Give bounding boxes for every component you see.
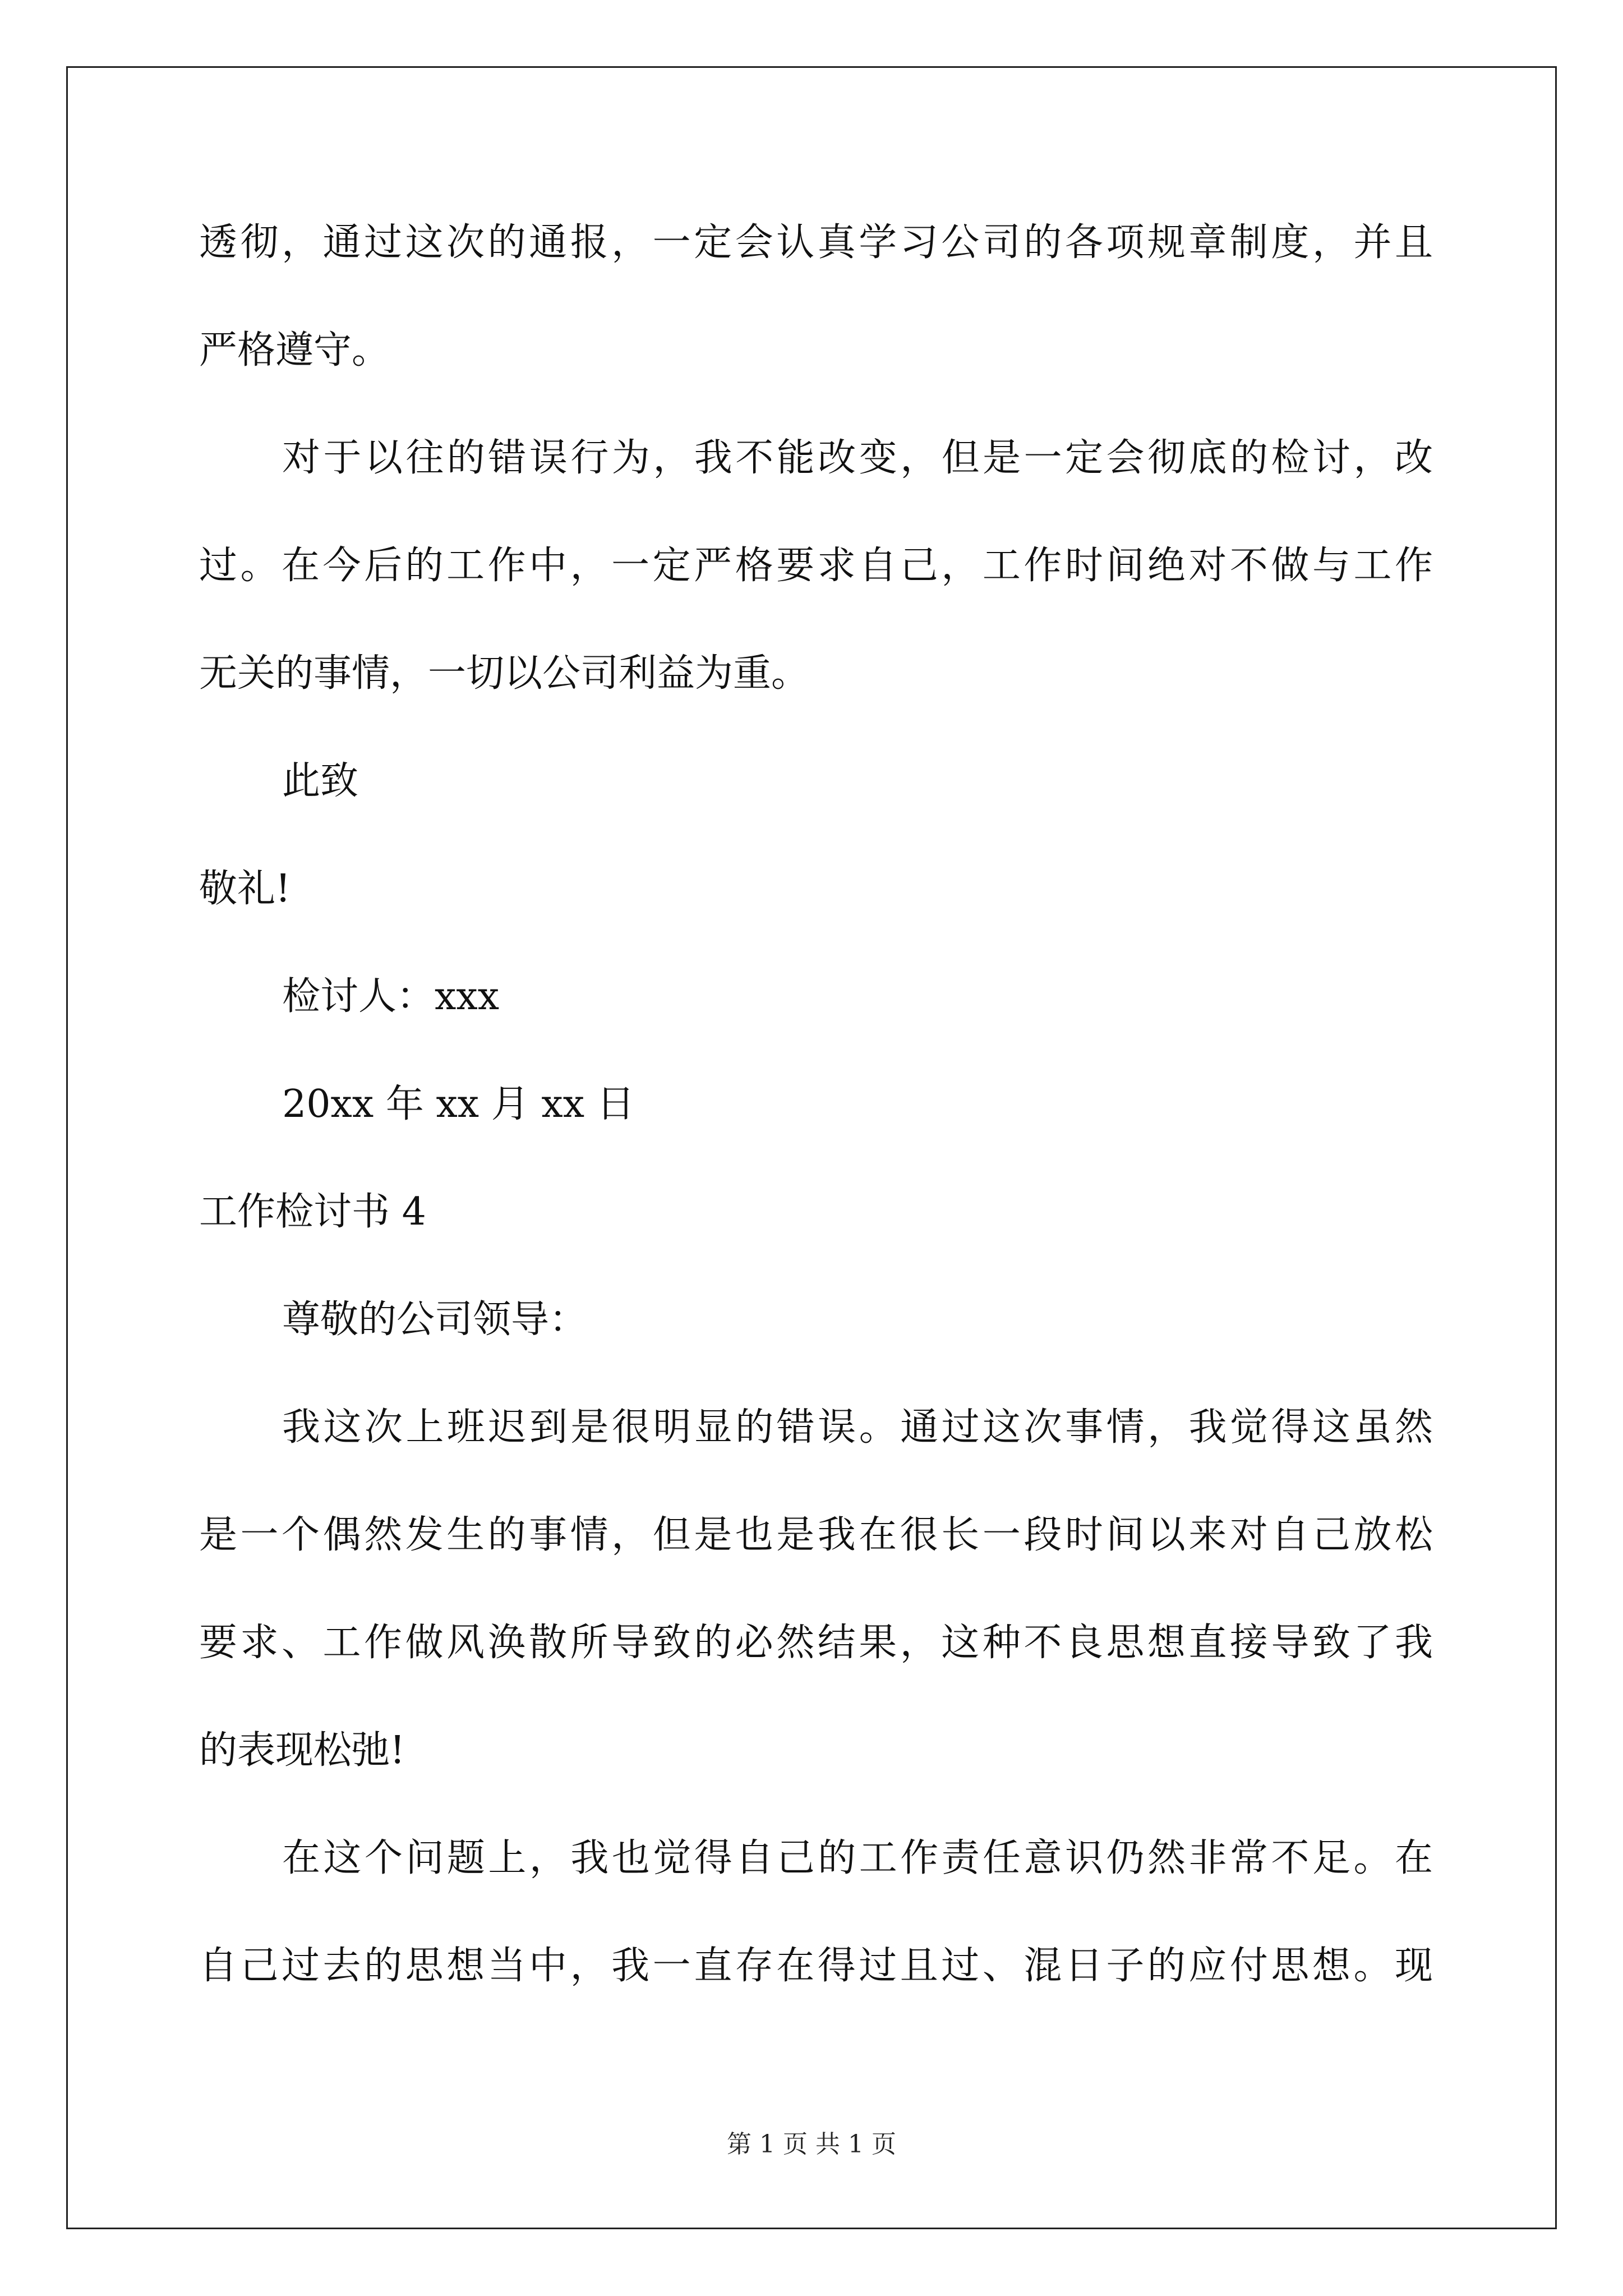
text-line: 自己过去的思想当中，我一直存在得过且过、混日子的应付思想。现 (199, 1944, 1433, 1988)
text-line: 透彻，通过这次的通报，一定会认真学习公司的各项规章制度，并且 (199, 220, 1433, 265)
page-footer: 第 1 页 共 1 页 (727, 2130, 896, 2159)
text-line: 的表现松弛! (199, 1728, 405, 1773)
text-line: 我这次上班迟到是很明显的错误。通过这次事情，我觉得这虽然 (282, 1405, 1433, 1450)
closing-salutation: 此致 (282, 759, 359, 803)
closing-regards: 敬礼! (199, 867, 291, 911)
text-line: 在这个问题上，我也觉得自己的工作责任意识仍然非常不足。在 (282, 1836, 1433, 1880)
date-line: 20xx 年 xx 月 xx 日 (282, 1082, 635, 1126)
signature-line: 检讨人：xxx (282, 974, 500, 1019)
text-line: 对于以往的错误行为，我不能改变，但是一定会彻底的检讨，改 (282, 436, 1433, 480)
page-border (66, 66, 1557, 2229)
text-line: 过。在今后的工作中，一定严格要求自己，工作时间绝对不做与工作 (199, 544, 1433, 588)
text-line: 是一个偶然发生的事情，但是也是我在很长一段时间以来对自己放松 (199, 1513, 1433, 1557)
section-title: 工作检讨书 4 (199, 1190, 426, 1234)
greeting-line: 尊敬的公司领导： (282, 1297, 588, 1342)
text-line: 严格遵守。 (199, 328, 390, 372)
text-line: 无关的事情，一切以公司利益为重。 (199, 651, 810, 696)
text-line: 要求、工作做风涣散所导致的必然结果，这种不良思想直接导致了我 (199, 1621, 1433, 1665)
